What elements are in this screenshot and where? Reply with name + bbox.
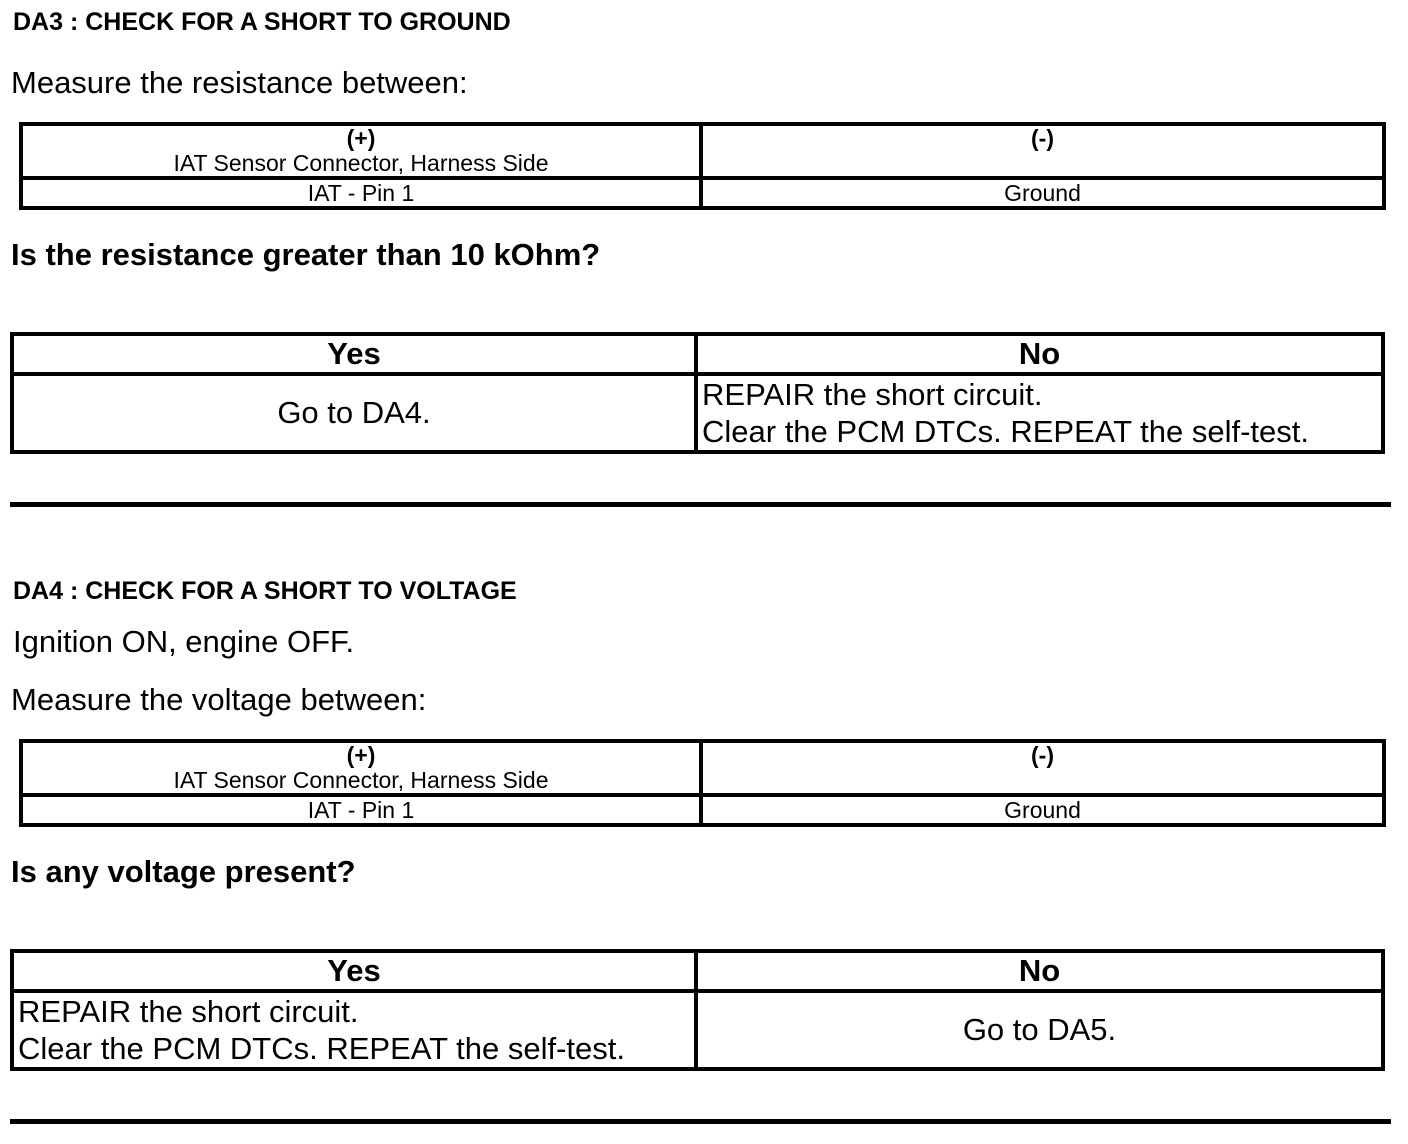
da4-instruction-ignition: Ignition ON, engine OFF. xyxy=(13,624,355,659)
da3-minus-header xyxy=(701,124,1384,178)
da4-plus-label: IAT Sensor Connector, Harness Side xyxy=(173,767,549,793)
da4-minus-sign: (-) xyxy=(1031,742,1054,768)
da4-yes-action xyxy=(12,991,696,1069)
da3-measurement-table xyxy=(19,122,1386,210)
da3-no-action xyxy=(696,374,1383,452)
da4-question: Is any voltage present? xyxy=(11,854,356,889)
da3-minus-value: Ground xyxy=(701,178,1384,208)
da4-measurement-table xyxy=(19,739,1386,827)
da3-plus-label: IAT Sensor Connector, Harness Side xyxy=(173,150,549,176)
da4-yes-header: Yes xyxy=(12,951,696,991)
da4-result-table xyxy=(10,949,1385,1071)
da3-no-action-line1: REPAIR the short circuit. xyxy=(702,377,1043,412)
da3-yes-action: Go to DA4. xyxy=(12,374,696,452)
da3-instruction: Measure the resistance between: xyxy=(11,65,468,100)
da4-minus-header xyxy=(701,741,1384,795)
da3-no-action-line2: Clear the PCM DTCs. REPEAT the self-test. xyxy=(702,414,1309,449)
da3-plus-sign: (+) xyxy=(346,125,376,151)
da4-plus-header xyxy=(21,741,701,795)
da3-plus-header xyxy=(21,124,701,178)
da4-plus-value: IAT - Pin 1 xyxy=(21,795,701,825)
section-divider-bottom xyxy=(10,1119,1391,1124)
da3-result-table xyxy=(10,332,1385,454)
da4-no-header: No xyxy=(696,951,1383,991)
da4-plus-sign: (+) xyxy=(346,742,376,768)
da4-yes-action-line1: REPAIR the short circuit. xyxy=(18,994,359,1029)
da4-heading: DA4 : CHECK FOR A SHORT TO VOLTAGE xyxy=(13,577,517,605)
da4-yes-action-line2: Clear the PCM DTCs. REPEAT the self-test. xyxy=(18,1031,625,1066)
da3-minus-sign: (-) xyxy=(1031,125,1054,151)
da3-no-header: No xyxy=(696,334,1383,374)
da3-question: Is the resistance greater than 10 kOhm? xyxy=(11,237,601,272)
da4-minus-value: Ground xyxy=(701,795,1384,825)
section-divider xyxy=(10,502,1391,507)
da3-heading: DA3 : CHECK FOR A SHORT TO GROUND xyxy=(13,8,511,36)
da4-no-action: Go to DA5. xyxy=(696,991,1383,1069)
da3-plus-value: IAT - Pin 1 xyxy=(21,178,701,208)
da3-yes-header: Yes xyxy=(12,334,696,374)
da4-instruction-measure: Measure the voltage between: xyxy=(11,682,427,717)
